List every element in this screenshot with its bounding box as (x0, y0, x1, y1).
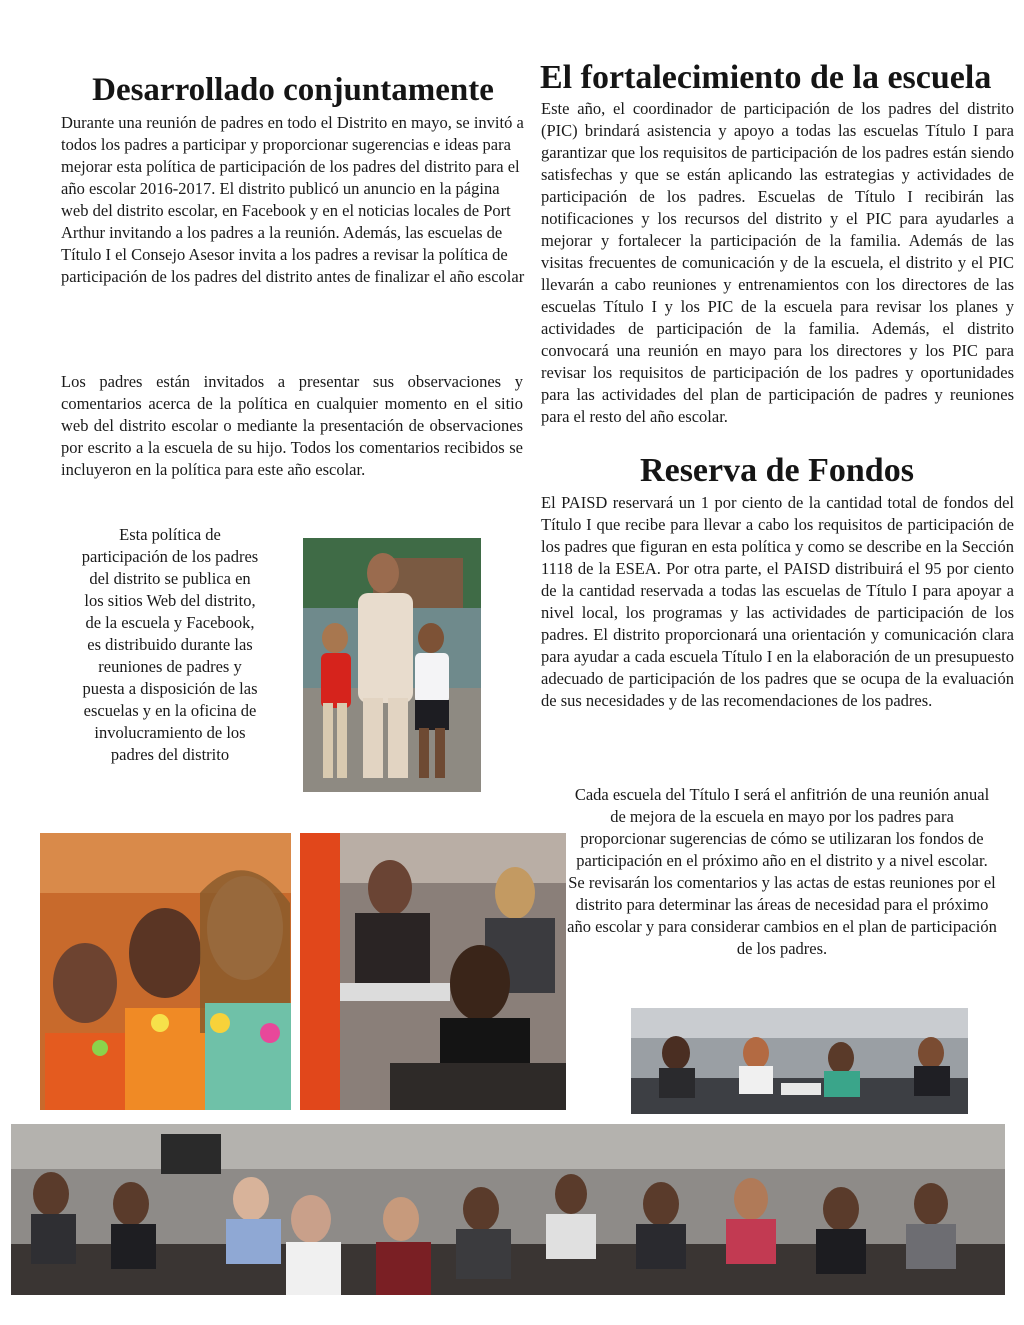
photo-meeting-women (300, 833, 566, 1110)
heading-desarrollado: Desarrollado conjuntamente (92, 72, 494, 108)
photo-audience-wide (11, 1124, 1005, 1295)
left-paragraph-2: Los padres están invitados a presentar sus observaciones y comentarios acerca de la política en cualquier momento en el sitio web del distrito escolar o mediante la presentación de observaciones por escrito a la escuela de su hijo. Todos los comentarios recibidos se incluyeron en la política para este año escolar. (61, 372, 523, 479)
photo-classroom-laptops (631, 1008, 968, 1114)
heading-reserva-fondos: Reserva de Fondos (640, 452, 914, 489)
photo-grandfather-children (303, 538, 481, 792)
photo-family-leis (40, 833, 291, 1110)
right-callout-text: Cada escuela del Título I será el anfitrión de una reunión anual de mejora de la escuela en mayo por los padres para proporcionar sugerencias de cómo se utilizaran los fondos de participación en el próximo año en el distrito y a nivel escolar. Se revisarán los comentarios y las actas de estas reuniones por el distrito para determinar las áreas de necesidad para el próximo año escolar y para considerar cambios en el plan de participación de los padres. (567, 785, 997, 958)
right-paragraph-2: El PAISD reservará un 1 por ciento de la cantidad total de fondos del Título I que recibe para llevar a cabo los requisitos de participación de los padres que figuran en esta política y como se describe en la Sección 1118 de la ESEA. Por otra parte, el PAISD distribuirá el 95 por ciento de la cantidad reservada a todas las escuelas de Título I para apoyar a nivel local, los programas y las actividades de participación de los padres. El distrito proporcionará una orientación y comunicación clara para ayudar a cada escuela Título I en la elaboración de un presupuesto adecuado de participación de los padres que se ocupa de la evaluación de sus necesidades y de las recomendaciones de los padres. (541, 493, 1014, 710)
left-callout-text: Esta política de participación de los padres del distrito se publica en los sitios Web del distrito, de la escuela y Facebook, es distribuido durante las reuniones de padres y puesta a disposición de las escuelas y en la oficina de involucramiento de los padres del distrito (81, 525, 259, 764)
right-paragraph-1: Este año, el coordinador de participación de los padres del distrito (PIC) brindará asistencia y apoyo a todas las escuelas Título I para garantizar que los requisitos de participación de los padres están siendo satisfechas y que se están aplicando las estrategias y actividades de participación de los padres. Escuelas de Título I recibirán las notificaciones y los recursos del distrito y el PIC para ayudarles a mejorar y fortalecer la participación de la familia. Además de las visitas frecuentes de comunicación y de la escuela, el distrito y el PIC llevarán a cabo reuniones y entrenamientos con los directores de las escuelas Título I y los PIC de la escuela para revisar los planes y actividades de participación de la familia. Además, el distrito convocará una reunión en mayo para los directores y los PIC para revisar los requisitos de participación de los padres y oportunidades para las actividades del plan de participación de padres y reuniones para el resto del año escolar. (541, 99, 1014, 426)
heading-fortalecimiento: El fortalecimiento de la escuela (540, 59, 992, 96)
left-paragraph-1: Durante una reunión de padres en todo el Distrito en mayo, se invitó a todos los padres a participar y proporcionar sugerencias e ideas para mejorar esta política de participación de los padres del distrito para el año escolar 2016-2017. El distrito publicó un anuncio en la página web del distrito escolar, en Facebook y en el noticias locales de Port Arthur invitando a los padres a la reunión. Además, las escuelas de Título I el Consejo Asesor invita a los padres a revisar la política de participación de los padres del distrito antes de finalizar el año escolar (61, 113, 525, 286)
